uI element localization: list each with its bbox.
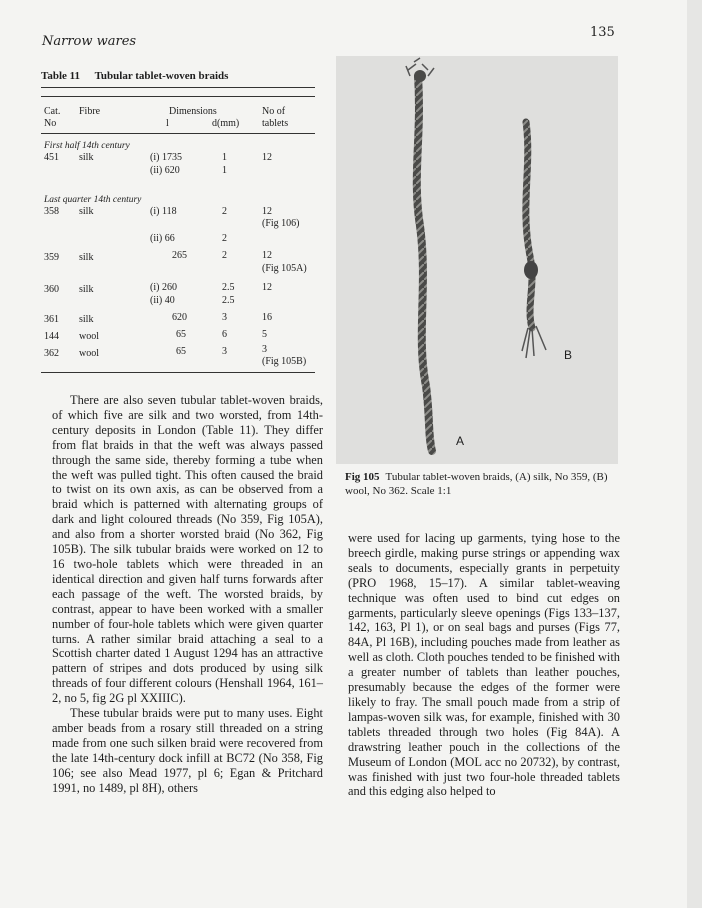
- cell-diameter: 2: [222, 250, 227, 261]
- cell-diameter: 3: [222, 346, 227, 357]
- cell-cat: 359: [44, 252, 59, 263]
- cell-tablets: 12: [262, 250, 272, 261]
- cell-length: (i) 1735: [150, 152, 182, 163]
- figure-label-a: A: [456, 434, 465, 448]
- cell-length: 265: [172, 250, 187, 261]
- braid-photograph: [336, 56, 618, 464]
- section-first-half: First half 14th century: [44, 141, 130, 151]
- braid-illustration: [336, 56, 618, 464]
- cell-fibre: wool: [79, 348, 99, 359]
- header-no: No: [44, 118, 57, 129]
- cell-diameter: 1: [222, 165, 227, 176]
- cell-diameter: 2: [222, 206, 227, 217]
- cell-diameter: 2.5: [222, 282, 235, 293]
- cell-diameter: 2: [222, 233, 227, 244]
- cell-length: 65: [176, 329, 186, 340]
- cell-cat: 360: [44, 284, 59, 295]
- running-head: Narrow wares: [42, 34, 137, 49]
- table-bottom-rule: [41, 372, 315, 373]
- table-header-rule-top: [41, 96, 315, 97]
- page-number: 135: [590, 25, 615, 40]
- cell-diameter: 3: [222, 312, 227, 323]
- cell-fibre: silk: [79, 252, 94, 263]
- cell-fibre: silk: [79, 314, 94, 325]
- figure-caption-text: Tubular tablet-woven braids, (A) silk, No 359, (B) wool, No 362. Scale 1:1: [345, 471, 608, 497]
- body-paragraph: were used for lacing up garments, tying hose to the breech girdle, making purse strings or appending wax seals to documents, especially grants in perpetuity (PRO 1968, 15–17). A similar tablet-weaving technique was often used to bind cut edges on garments, particularly sleeve openings (Figs 133–137, 142, 163, Pl 1), or on seal bags and purses (Figs 77, 84A, Pl 16B), including pouches made from leather as well as cloth. Cloth pouches tended to be finished with a greater number of tablets than leather pouches, presumably because the edges of the former were likely to fray. The small pouch made from a strip of lampas-woven silk was, for example, finished with 30 tablets threaded through two holes (Fig 84A). A drawstring leather pouch in the collections of the Museum of London (MOL acc no 20732), by contrast, was finished with just two four-hole threaded tablets and this edging also helped to: [348, 531, 620, 799]
- header-cat: Cat.: [44, 106, 61, 117]
- header-dimensions: Dimensions: [169, 106, 217, 117]
- page-edge: [687, 0, 702, 908]
- section-last-quarter: Last quarter 14th century: [44, 195, 142, 205]
- cell-diameter: 2.5: [222, 295, 235, 306]
- header-l: l: [166, 118, 169, 129]
- cell-tablets: 5: [262, 329, 267, 340]
- cell-figure-note: (Fig 105B): [262, 356, 307, 367]
- cell-cat: 358: [44, 206, 59, 217]
- cell-tablets: 12: [262, 152, 272, 163]
- cell-tablets: 12: [262, 282, 272, 293]
- cell-figure-note: (Fig 106): [262, 218, 300, 229]
- cell-diameter: 6: [222, 329, 227, 340]
- cell-cat: 361: [44, 314, 59, 325]
- header-d: d(mm): [212, 118, 240, 129]
- cell-cat: 362: [44, 348, 59, 359]
- left-text-column: [52, 393, 323, 795]
- cell-tablets: 16: [262, 312, 272, 323]
- cell-fibre: silk: [79, 152, 94, 163]
- header-tablets: tablets: [262, 118, 289, 129]
- body-paragraph: These tubular braids were put to many uses. Eight amber beads from a rosary still threaded on a string made from one such silken braid were recovered from the late 14th-century dock infill at BC72 (No 358, Fig 106; see also Mead 1977, pl 6; Egan & Pritchard 1991, no 1489, pl 8H), others: [52, 706, 323, 795]
- cell-length: (i) 260: [150, 282, 177, 293]
- table-header-rule-bottom: [41, 133, 315, 134]
- cell-length: (ii) 620: [150, 165, 180, 176]
- header-no-of: No of: [262, 106, 286, 117]
- figure-caption-number: Fig 105: [345, 471, 380, 483]
- figure-label-b: B: [564, 348, 573, 362]
- cell-figure-note: (Fig 105A): [262, 263, 307, 274]
- cell-length: (i) 118: [150, 206, 177, 217]
- cell-fibre: silk: [79, 284, 94, 295]
- header-fibre: Fibre: [79, 106, 101, 117]
- cell-length: (ii) 40: [150, 295, 175, 306]
- cell-length: (ii) 66: [150, 233, 175, 244]
- table-caption: [41, 70, 228, 82]
- table-caption-title: Tubular tablet-woven braids: [94, 70, 229, 82]
- figure-caption: [345, 470, 615, 498]
- cell-tablets: 3: [262, 344, 267, 355]
- body-paragraph: There are also seven tubular tablet-woven braids, of which five are silk and two worsted, from 14th-century deposits in London (Table 11). They differ from flat braids in that the weft was always passed through the same side, thereby forming a tube when the weft was pulled tight. This often caused the braid to twist on its own axis, as can be observed from a braid which is patterned with alternating groups of dark and light coloured threads (No 359, Fig 105A), and also from a shorter worsted braid (No 362, Fig 105B). The silk tubular braids were worked on 12 to 16 two-hole tablets which were threaded in an identical direction and given half turns forwards after each passage of the weft. The worsted braids, by contrast, appear to have been worked with a smaller number of four-hole tablets which were given quarter turns. A rather similar braid attaching a seal to a Scottish charter dated 1 August 1294 has an attractive pattern of stripes and dots produced by using silk threads of four different colours (Henshall 1964, 161–2, no 5, fig 2G pl XXIIIC).: [52, 393, 323, 706]
- cell-cat: 451: [44, 152, 59, 163]
- cell-fibre: wool: [79, 331, 99, 342]
- cell-tablets: 12: [262, 206, 272, 217]
- cell-length: 620: [172, 312, 187, 323]
- cell-fibre: silk: [79, 206, 94, 217]
- braid-a: [406, 58, 434, 451]
- cell-diameter: 1: [222, 152, 227, 163]
- table-caption-number: Table 11: [41, 70, 81, 82]
- cell-length: 65: [176, 346, 186, 357]
- braid-b: [522, 122, 546, 358]
- cell-cat: 144: [44, 331, 59, 342]
- table-top-rule: [41, 87, 315, 88]
- right-text-column: [348, 531, 620, 799]
